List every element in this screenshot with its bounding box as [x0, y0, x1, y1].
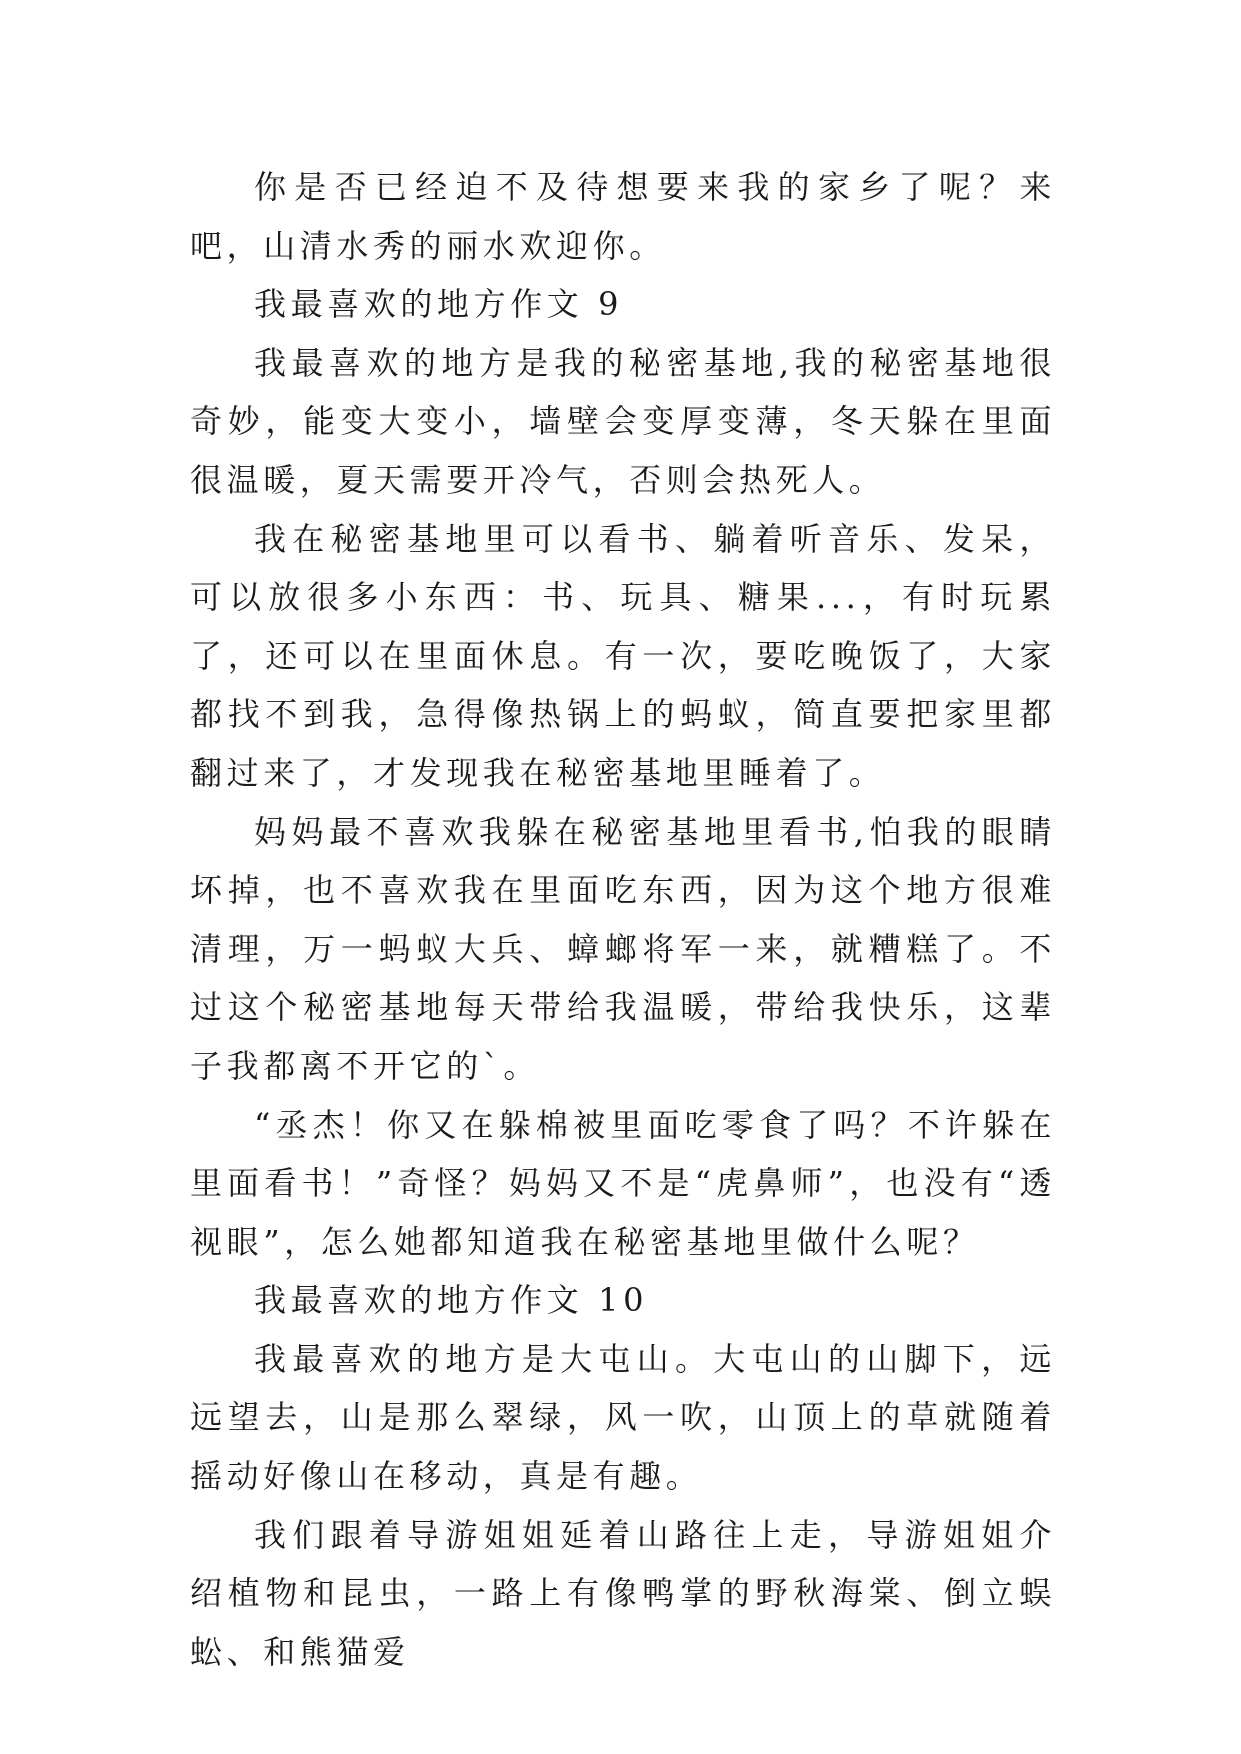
paragraph: 我最喜欢的地方是大屯山。大屯山的山脚下，远远望去，山是那么翠绿，风一吹，山顶上的草就随着摇动好像山在移动，真是有趣。 — [190, 1339, 1056, 1496]
paragraph: 你是否已经迫不及待想要来我的家乡了呢？来吧，山清水秀的丽水欢迎你。 — [190, 168, 1056, 265]
document-body — [190, 158, 1056, 1681]
section-heading: 我最喜欢的地方作文 9 — [254, 285, 624, 324]
paragraph: 我们跟着导游姐姐延着山路往上走，导游姐姐介绍植物和昆虫，一路上有像鸭掌的野秋海棠、倒立蜈蚣、和熊猫爱 — [190, 1515, 1056, 1671]
paragraph: 我最喜欢的地方是我的秘密基地,我的秘密基地很奇妙，能变大变小，墙壁会变厚变薄，冬天躲在里面很温暖，夏天需要开冷气，否则会热死人。 — [190, 343, 1056, 499]
paragraph: “丞杰！你又在躲棉被里面吃零食了吗？不许躲在里面看书！”奇怪？妈妈又不是“虎鼻师”，也没有“透视眼”，怎么她都知道我在秘密基地里做什么呢？ — [190, 1105, 1056, 1261]
paragraph: 妈妈最不喜欢我躲在秘密基地里看书,怕我的眼睛坏掉，也不喜欢我在里面吃东西，因为这个地方很难清理，万一蚂蚁大兵、蟑螂将军一来，就糟糕了。不过这个秘密基地每天带给我温暖，带给我快乐，这辈子我都离不开它的`。 — [190, 812, 1056, 1085]
section-heading: 我最喜欢的地方作文 10 — [254, 1281, 649, 1320]
paragraph: 我在秘密基地里可以看书、躺着听音乐、发呆，可以放很多小东西：书、玩具、糖果...，有时玩累了，还可以在里面休息。有一次，要吃晚饭了，大家都找不到我，急得像热锅上的蚂蚁，简直要把家里都翻过来了，才发现我在秘密基地里睡着了。 — [190, 519, 1056, 792]
